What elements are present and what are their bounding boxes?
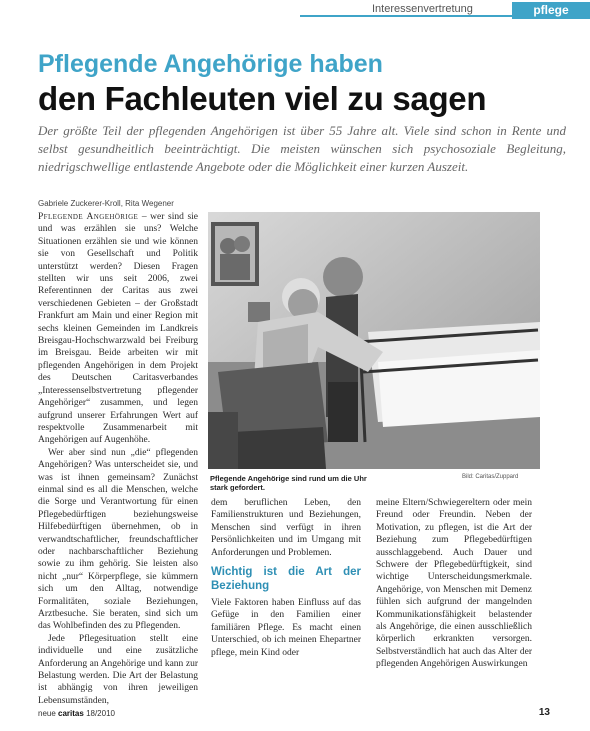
section-tag: pflege (512, 2, 590, 19)
paragraph-text: – wer sind sie und was erzählen sie uns? Welche Situationen erzählen sie und wie können sie von Gesellschaft und Politik unterstützt werden? Diesen Fragen stellten wir uns seit 2006, zwei Referentinnen der Caritas aus zwei verschiedenen Gebieten – der Großstadt Frankfurt am Main und einer Region mit sechs kleinen Gemeinden im Landkreis Breisgau-Hochschwarzwald bei Freiburg im Breisgau. Beide arbeiten wir mit pflegenden Angehörigen in dem Projekt des Deutschen Caritasverbandes „Interessenselbstvertretung pflegender Angehöriger“ zusammen, und legen aufgrund unserer Erfahrungen Wert auf respektvolle Zusammenarbeit mit Angehörigen auf Augenhöhe. (38, 212, 198, 446)
paragraph: Jede Pflegesituation stellt eine individuelle und eine zusätzliche Anforderung an Angehörige und kann zur Belastung werden. Die Art der Belastung ist abhängig von ihren jeweiligen Lebensumständen, (38, 633, 198, 706)
paragraph: meine Eltern/Schwiegereltern oder mein Freund oder Freundin. Neben der Motivation, zu pflegen, ist die Art der Beziehung zum Pflegebedürftigen ausschlaggebend. Auch Dauer und Schwere der Pflegebedürftigkeit, sind wichtige Unterscheidungsmerkmale. Angehörige, von Menschen mit Demenz fühlen sich aufgrund der mangelnden Kommunikationsfähigkeit belastender als Angehörige, die einen ausschließlich körperlich erkrankten versorgen. Selbstverständlich hat auch das Alter der pflegenden Angehörigen Auswirkungen (376, 498, 532, 670)
article-authors: Gabriele Zuckerer-Kroll, Rita Wegener (38, 199, 174, 208)
article-kicker: Pflegende Angehörige haben (38, 50, 383, 78)
photo-caption: Pflegende Angehörige sind rund um die Uhr stark gefordert. (210, 474, 367, 492)
photo-illustration (208, 212, 540, 469)
page-number: 13 (538, 707, 550, 718)
article-title: den Fachleuten viel zu sagen (38, 80, 487, 117)
paragraph: Viele Faktoren haben Einfluss auf das Gefüge in den Familien einer familiären Pflege. Es macht einen Unterschied, ob ich meinen Ehepartner pflege, mein Kind oder (211, 598, 361, 658)
article-lead: Der größte Teil der pflegenden Angehörigen ist über 55 Jahre alt. Viele sind schon in Rente und selbst gesundheitlich beeinträchtigt. Die meisten wünschen sich psychosoziale Begleitung, niedrigschwellige entlastende Angebote oder die Möglichkeit einer kurzen Auszeit. (38, 123, 566, 174)
article-photo (208, 212, 540, 469)
lead-in-caps: Pflegende Angehörige (38, 212, 139, 222)
footer-brand (38, 709, 115, 718)
section-label: Interessenvertretung (372, 3, 473, 15)
photo-credit: Bild: Caritas/Zuppard (462, 474, 519, 480)
footer-brand-name: caritas (58, 709, 84, 718)
subheading: Wichtig ist die Art der Beziehung (211, 566, 361, 593)
paragraph: dem beruflichen Leben, den Familienstrukturen und Beziehungen, Menschen sind verfügt in ihren Persönlichkeiten und im Umgang mit Anforderungen und Problemen. (211, 498, 361, 558)
footer-issue: 18/2010 (86, 709, 115, 718)
text-column-1 (38, 211, 198, 711)
paragraph (38, 211, 198, 447)
text-column-3 (376, 497, 532, 712)
footer-prefix: neue (38, 709, 56, 718)
text-column-2 (211, 497, 361, 712)
paragraph: Wer aber sind nun „die“ pflegenden Angehörigen? Was unterscheidet sie, und was ist ihnen gemeinsam? Zunächst einmal sind es all die Menschen, welche die Sorge und Verantwortung für einen Pflegebedürftigen beziehungsweise Hilfebedürftigen übernehmen, ob in verwandtschaftlicher, freundschaftlicher oder nachbarschaftlicher Beziehung sowie zu ihm gehörig. Sie leisten also nicht „nur“ Körperpflege, sie kümmern sich um den Alltag, notwendige Formalitäten, soziale Beziehungen, Arztbesuche. Sie beraten, sind sich um das Wohlbefinden des zu Pflegenden. (38, 447, 198, 632)
